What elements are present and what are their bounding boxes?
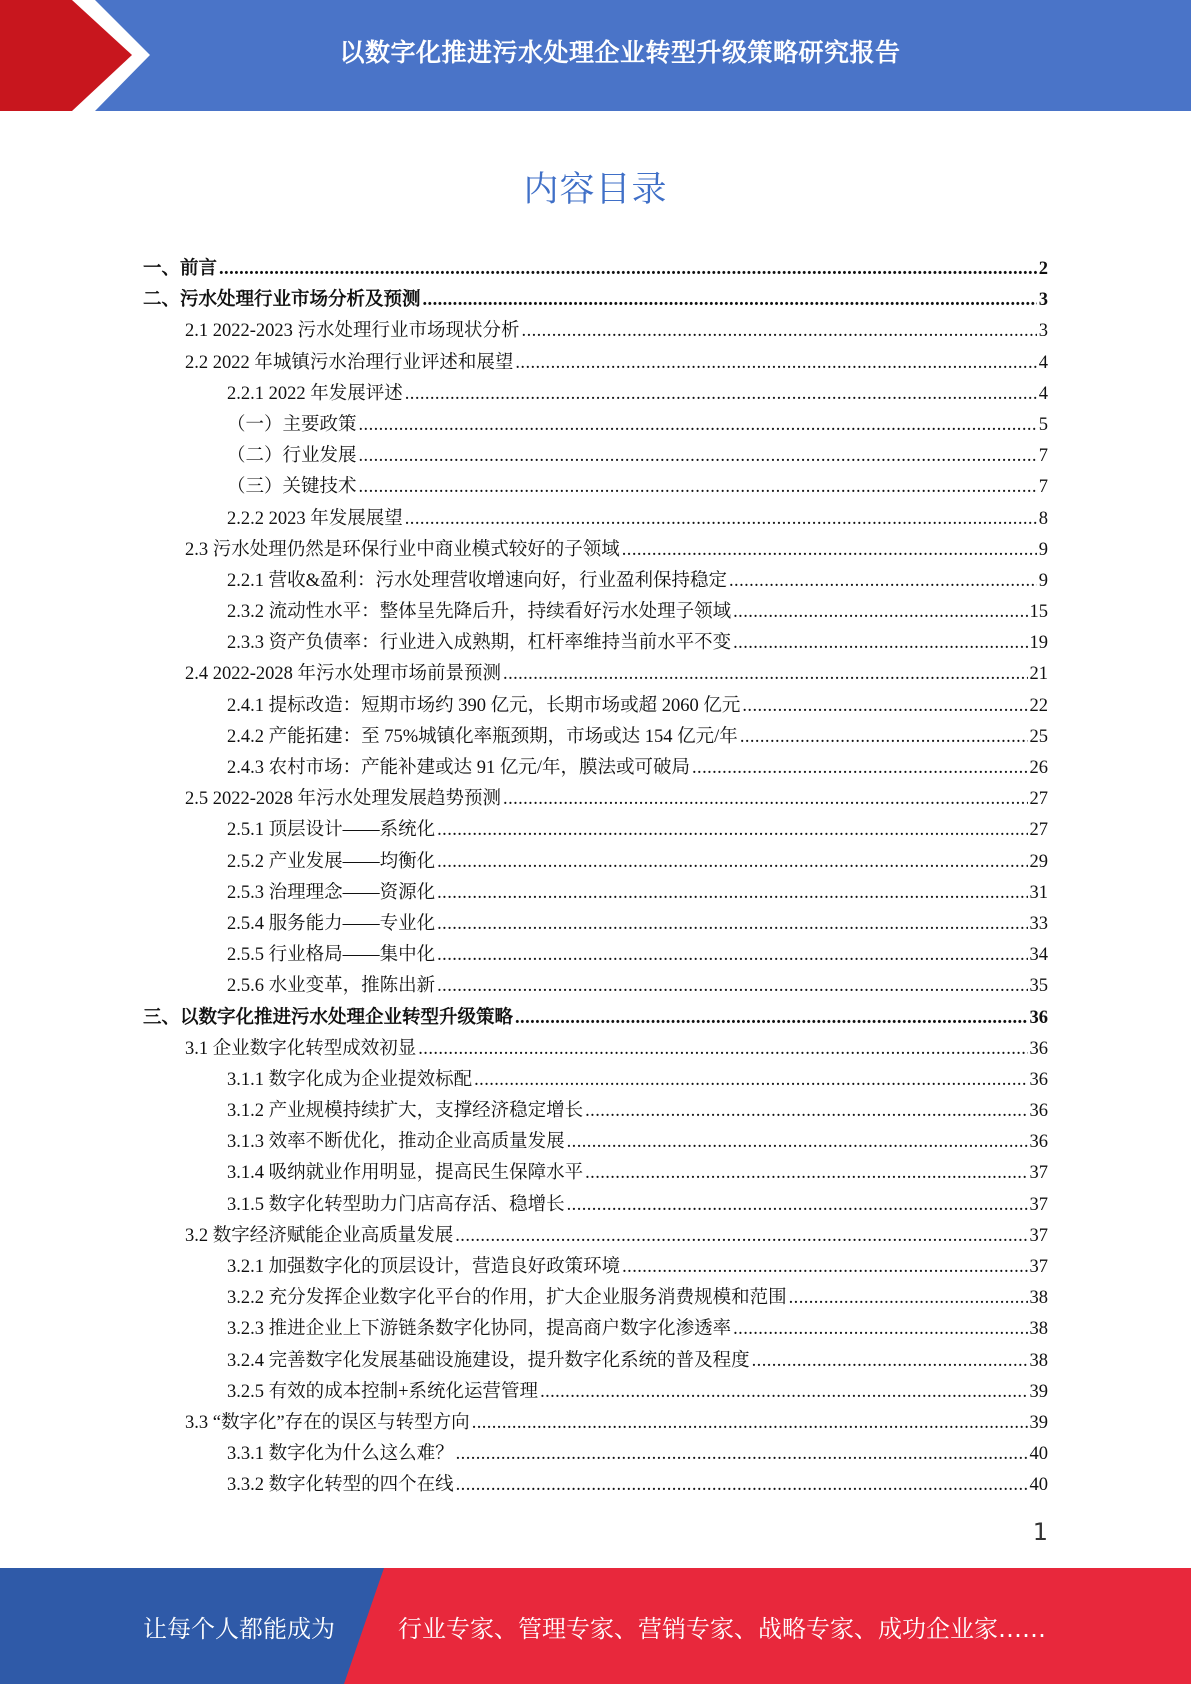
toc-entry[interactable] — [143, 441, 1048, 472]
toc-leader-dots — [733, 628, 1027, 659]
toc-entry-label: 2.3.3 资产负债率：行业进入成熟期，杠杆率维持当前水平不变 — [227, 633, 732, 654]
toc-entry-page: 39 — [1029, 1381, 1048, 1402]
toc-leader-dots — [503, 659, 1027, 690]
toc-entry-label: 3.2 数字经济赋能企业高质量发展 — [185, 1225, 454, 1246]
toc-entry-label: 2.4.3 农村市场：产能补建或达 91 亿元/年，膜法或可破局 — [227, 758, 691, 778]
toc-leader-dots — [622, 1252, 1027, 1283]
toc-entry[interactable] — [143, 348, 1048, 379]
toc-entry-label: 2.2.1 2022 年发展评述 — [227, 383, 403, 404]
toc-entry-label: 3.2.5 有效的成本控制+系统化运营管理 — [227, 1381, 539, 1402]
toc-entry-page: 22 — [1029, 695, 1048, 716]
toc-entry-page: 8 — [1038, 508, 1048, 529]
toc-entry-label: 2.2.2 2023 年发展展望 — [227, 508, 403, 529]
toc-leader-dots — [733, 597, 1027, 628]
toc-leader-dots — [437, 909, 1027, 940]
toc-entry-label: 3.3.1 数字化为什么这么难？ — [227, 1444, 454, 1465]
toc-entry[interactable] — [143, 971, 1048, 1002]
toc-leader-dots — [567, 1190, 1028, 1221]
toc-leader-dots — [405, 504, 1037, 535]
toc-leader-dots — [359, 410, 1037, 441]
toc-entry[interactable] — [143, 1034, 1048, 1065]
toc-leader-dots — [472, 1408, 1028, 1439]
toc-entry-page: 7 — [1038, 446, 1048, 467]
toc-entry-label: 3.3 “数字化”存在的误区与转型方向 — [185, 1412, 470, 1433]
toc-entry-label: 3.1.4 吸纳就业作用明显，提高民生保障水平 — [227, 1163, 584, 1184]
toc-entry[interactable] — [143, 1346, 1048, 1377]
toc-entry[interactable] — [143, 472, 1048, 503]
toc-entry-label: 2.3 污水处理仍然是环保行业中商业模式较好的子领域 — [185, 539, 620, 560]
toc-entry-label: 3.2.4 完善数字化发展基础设施建设，提升数字化系统的普及程度 — [227, 1350, 750, 1371]
toc-leader-dots — [455, 1221, 1027, 1252]
toc-leader-dots — [437, 815, 1027, 846]
toc-entry-label: 3.1 企业数字化转型成效初显 — [185, 1038, 417, 1059]
toc-entry[interactable] — [143, 1408, 1048, 1439]
toc-entry-page: 34 — [1029, 945, 1048, 966]
toc-leader-dots — [423, 285, 1037, 316]
toc-entry-label: 2.5.6 水业变革，推陈出新 — [227, 976, 436, 997]
toc-leader-dots — [437, 847, 1027, 878]
toc-entry[interactable] — [143, 628, 1048, 659]
toc-entry-label: 3.1.1 数字化成为企业提效标配 — [227, 1069, 473, 1090]
toc-entry-label: 2.5.4 服务能力——专业化 — [227, 913, 436, 934]
toc-entry-page: 7 — [1038, 477, 1048, 498]
toc-entry[interactable] — [143, 285, 1048, 316]
toc-entry-label: 3.1.3 效率不断优化，推动企业高质量发展 — [227, 1132, 565, 1153]
toc-entry-page: 37 — [1029, 1225, 1048, 1246]
toc-entry[interactable] — [143, 566, 1048, 597]
toc-entry-page: 38 — [1029, 1350, 1048, 1371]
toc-leader-dots — [437, 878, 1027, 909]
toc-entry-label: 2.4.1 提标改造：短期市场约 390 亿元，长期市场或超 2060 亿元 — [227, 695, 741, 716]
toc-entry-page: 36 — [1029, 1132, 1048, 1153]
toc-entry[interactable] — [143, 1096, 1048, 1127]
toc-heading: 内容目录 — [523, 170, 668, 210]
toc-entry-label: 2.5.5 行业格局——集中化 — [227, 945, 436, 966]
footer-slogan-right: 行业专家、管理专家、营销专家、战略专家、成功企业家…… — [398, 1614, 1046, 1643]
toc-leader-dots — [219, 254, 1037, 285]
footer-slogan-left: 让每个人都能成为 — [143, 1614, 335, 1643]
toc-entry[interactable] — [143, 1190, 1048, 1221]
footer-banner — [0, 1568, 1191, 1684]
toc-leader-dots — [515, 1003, 1027, 1034]
toc-entry-label: 2.3.2 流动性水平：整体呈先降后升，持续看好污水处理子领域 — [227, 602, 732, 623]
toc-leader-dots — [503, 784, 1027, 815]
toc-entry[interactable] — [143, 847, 1048, 878]
toc-entry[interactable] — [143, 753, 1048, 784]
toc-entry-label: 3.3.2 数字化转型的四个在线 — [227, 1475, 454, 1496]
toc-entry[interactable] — [143, 1283, 1048, 1314]
toc-entry-page: 33 — [1029, 913, 1048, 934]
toc-leader-dots — [456, 1470, 1028, 1501]
toc-entry-label: 一、前言 — [143, 259, 218, 279]
toc-entry-page: 37 — [1029, 1194, 1048, 1215]
toc-leader-dots — [692, 753, 1027, 784]
toc-entry-label: 2.2.1 营收&盈利：污水处理营收增速向好，行业盈利保持稳定 — [227, 570, 728, 591]
toc-entry-label: 2.4.2 产能拓建：至 75%城镇化率瓶颈期，市场或达 154 亿元/年 — [227, 726, 738, 747]
toc-entry[interactable] — [143, 815, 1048, 846]
toc-entry[interactable] — [143, 909, 1048, 940]
toc-entry-page: 26 — [1029, 758, 1048, 778]
toc-leader-dots — [567, 1127, 1028, 1158]
toc-leader-dots — [359, 472, 1037, 503]
toc-entry[interactable] — [143, 1127, 1048, 1158]
toc-entry[interactable] — [143, 1158, 1048, 1189]
toc-entry-label: 3.1.2 产业规模持续扩大，支撑经济稳定增长 — [227, 1101, 584, 1122]
toc-entry-page: 5 — [1038, 414, 1048, 435]
toc-entry-page: 37 — [1029, 1257, 1048, 1277]
toc-leader-dots — [789, 1283, 1028, 1314]
toc-entry-label: 3.2.2 充分发挥企业数字化平台的作用，扩大企业服务消费规模和范围 — [227, 1288, 787, 1309]
toc-entry-page: 35 — [1029, 976, 1048, 997]
toc-entry-label: 2.4 2022-2028 年污水处理市场前景预测 — [185, 664, 502, 685]
toc-entry-page: 9 — [1038, 570, 1048, 591]
toc-entry[interactable] — [143, 1065, 1048, 1096]
toc-entry[interactable] — [143, 504, 1048, 535]
toc-leader-dots — [540, 1377, 1027, 1408]
toc-entry-page: 29 — [1029, 851, 1048, 872]
toc-entry[interactable] — [143, 316, 1048, 347]
toc-leader-dots — [733, 1314, 1027, 1345]
toc-leader-dots — [359, 441, 1037, 472]
toc-leader-dots — [742, 691, 1027, 722]
toc-entry-page: 27 — [1029, 789, 1048, 810]
toc-entry-label: 三、以数字化推进污水处理企业转型升级策略 — [143, 1007, 514, 1028]
toc-entry[interactable] — [143, 722, 1048, 753]
toc-entry[interactable] — [143, 379, 1048, 410]
toc-entry-page: 40 — [1029, 1444, 1048, 1465]
toc-entry-label: 2.1 2022-2023 污水处理行业市场现状分析 — [185, 321, 520, 342]
toc-entry-page: 36 — [1029, 1038, 1048, 1059]
toc-leader-dots — [585, 1158, 1027, 1189]
toc-entry-label: 3.2.3 推进企业上下游链条数字化协同，提高商户数字化渗透率 — [227, 1319, 732, 1340]
toc-leader-dots — [405, 379, 1037, 410]
toc-entry-page: 19 — [1029, 633, 1048, 654]
toc-entry-page: 38 — [1029, 1288, 1048, 1309]
toc-entry[interactable] — [143, 1252, 1048, 1283]
toc-entry-label: 3.2.1 加强数字化的顶层设计，营造良好政策环境 — [227, 1257, 621, 1277]
toc-entry[interactable] — [143, 1314, 1048, 1345]
page-number: 1 — [1032, 1518, 1048, 1546]
toc-leader-dots — [729, 566, 1037, 597]
toc-leader-dots — [585, 1096, 1027, 1127]
toc-entry-page: 3 — [1038, 321, 1048, 342]
toc-entry-page: 9 — [1038, 539, 1048, 560]
toc-entry-label: 2.5.3 治理理念——资源化 — [227, 882, 436, 903]
table-of-contents — [143, 254, 1048, 1502]
toc-entry-label: 2.5 2022-2028 年污水处理发展趋势预测 — [185, 789, 502, 810]
toc-leader-dots — [456, 1439, 1028, 1470]
toc-entry[interactable] — [143, 1003, 1048, 1034]
toc-entry-page: 39 — [1029, 1412, 1048, 1433]
header-banner — [0, 0, 1191, 111]
toc-entry-label: （二）行业发展 — [227, 446, 357, 467]
toc-entry-label: 2.5.1 顶层设计——系统化 — [227, 820, 436, 841]
toc-leader-dots — [522, 316, 1037, 347]
toc-entry[interactable] — [143, 1470, 1048, 1501]
toc-entry[interactable] — [143, 784, 1048, 815]
report-title: 以数字化推进污水处理企业转型升级策略研究报告 — [339, 37, 901, 67]
toc-entry-page: 37 — [1029, 1163, 1048, 1184]
toc-entry-label: 3.1.5 数字化转型助力门店高存活、稳增长 — [227, 1194, 565, 1215]
toc-leader-dots — [752, 1346, 1028, 1377]
toc-entry-label: （一）主要政策 — [227, 414, 357, 435]
toc-entry[interactable] — [143, 597, 1048, 628]
toc-entry-page: 4 — [1038, 383, 1048, 404]
toc-leader-dots — [515, 348, 1036, 379]
toc-leader-dots — [474, 1065, 1027, 1096]
toc-entry-page: 36 — [1029, 1069, 1048, 1090]
toc-entry-page: 2 — [1038, 259, 1048, 279]
toc-leader-dots — [740, 722, 1028, 753]
toc-entry-page: 38 — [1029, 1319, 1048, 1340]
toc-leader-dots — [437, 971, 1027, 1002]
toc-entry[interactable] — [143, 659, 1048, 690]
toc-entry-page: 4 — [1038, 352, 1048, 373]
toc-entry-label: 2.2 2022 年城镇污水治理行业评述和展望 — [185, 352, 514, 373]
toc-entry-page: 25 — [1029, 726, 1048, 747]
toc-entry-page: 21 — [1029, 664, 1048, 685]
toc-entry-page: 36 — [1029, 1007, 1048, 1028]
toc-entry[interactable] — [143, 1221, 1048, 1252]
toc-entry[interactable] — [143, 1377, 1048, 1408]
toc-entry-label: 二、污水处理行业市场分析及预测 — [143, 290, 421, 311]
toc-leader-dots — [622, 535, 1037, 566]
toc-entry-label: （三）关键技术 — [227, 477, 357, 498]
toc-entry-page: 40 — [1029, 1475, 1048, 1496]
toc-entry-page: 15 — [1029, 602, 1048, 623]
toc-entry[interactable] — [143, 940, 1048, 971]
toc-entry[interactable] — [143, 1439, 1048, 1470]
toc-entry[interactable] — [143, 691, 1048, 722]
toc-entry[interactable] — [143, 535, 1048, 566]
toc-entry-label: 2.5.2 产业发展——均衡化 — [227, 851, 436, 872]
toc-entry-page: 27 — [1029, 820, 1048, 841]
toc-leader-dots — [437, 940, 1027, 971]
toc-entry-page: 36 — [1029, 1101, 1048, 1122]
toc-entry[interactable] — [143, 878, 1048, 909]
toc-entry[interactable] — [143, 254, 1048, 285]
toc-entry-page: 31 — [1029, 882, 1048, 903]
toc-leader-dots — [418, 1034, 1027, 1065]
toc-entry[interactable] — [143, 410, 1048, 441]
toc-entry-page: 3 — [1038, 290, 1048, 311]
